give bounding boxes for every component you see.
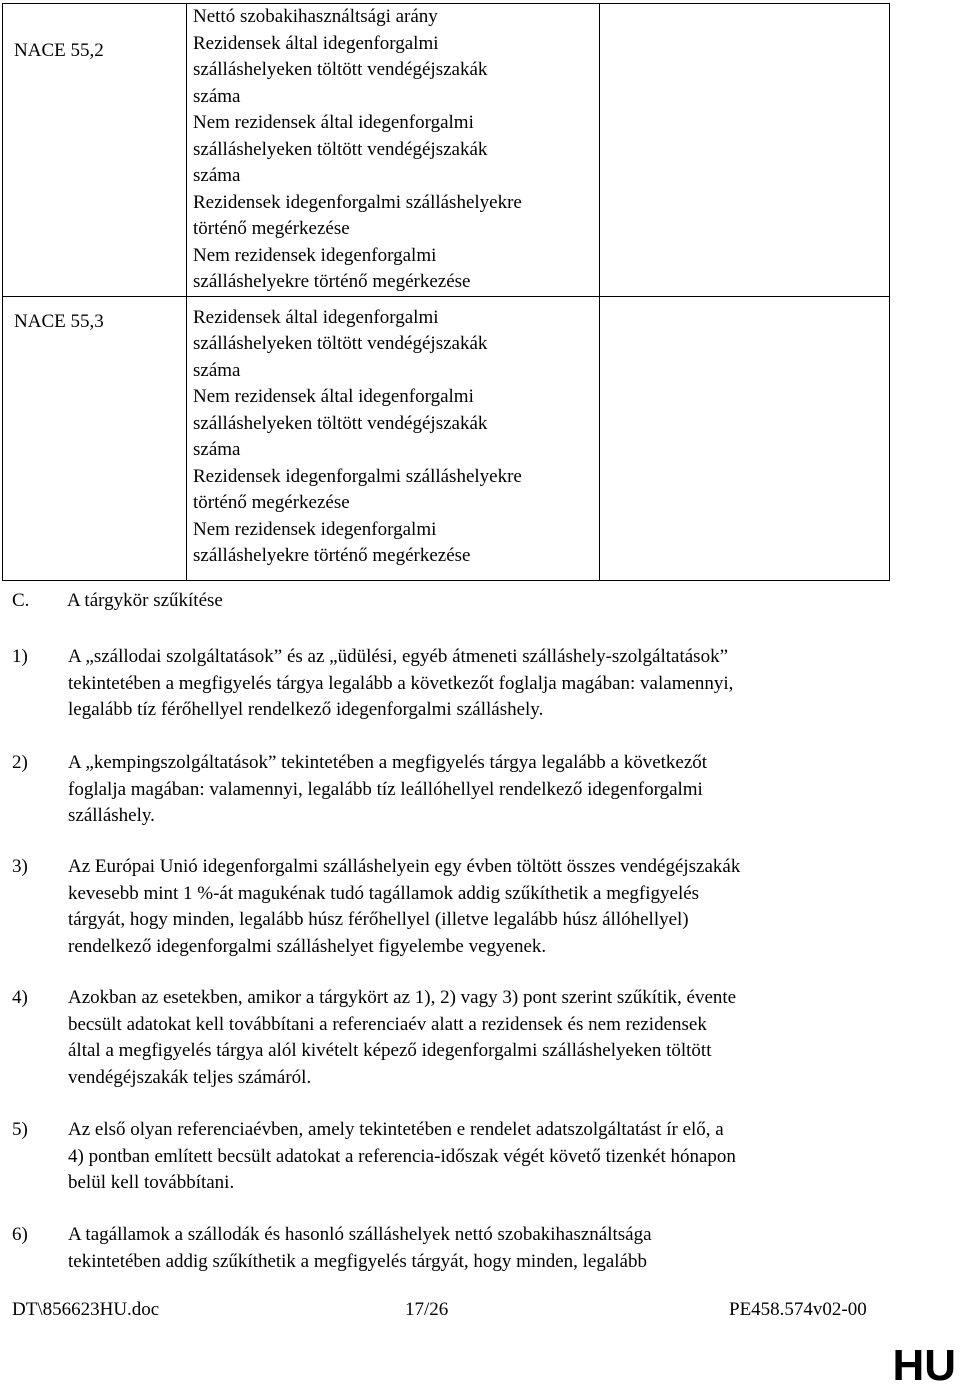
indicator-line: száma xyxy=(193,85,241,107)
list-item xyxy=(12,750,892,830)
indicator-line: szálláshelyeken töltött vendégéjszakák xyxy=(193,59,488,80)
nace-code: NACE 55,3 xyxy=(14,310,104,332)
footer-pe-number: PE458.574v02-00 xyxy=(729,1299,867,1320)
item-line: rendelkező idegenforgalmi szálláshelyet figyelembe vegyenek. xyxy=(68,935,547,957)
indicator-line: Rezidensek által idegenforgalmi xyxy=(193,306,439,328)
indicator-line: szálláshelyeken töltött vendégéjszakák xyxy=(193,138,488,160)
indicator-line: történő megérkezése xyxy=(193,492,350,513)
indicator-line: Rezidensek idegenforgalmi szálláshelyekre xyxy=(193,191,522,213)
item-text xyxy=(68,750,892,830)
indicator-line: szálláshelyekre történő megérkezése xyxy=(193,545,471,566)
list-item xyxy=(12,644,892,724)
item-line: A „kempingszolgáltatások” tekintetében a megfigyelés tárgya legalább a következőt xyxy=(68,752,708,773)
nace-table xyxy=(2,3,890,581)
item-line: szálláshely. xyxy=(68,805,155,826)
list-item xyxy=(12,1222,892,1275)
nace-code: NACE 55,2 xyxy=(14,40,104,61)
indicator-line: száma xyxy=(193,359,241,381)
item-line: tekintetében addig szűkíthetik a megfigyelés tárgyát, hogy minden, legalább xyxy=(68,1250,647,1272)
indicator-line: Nettó szobakihasználtsági arány xyxy=(193,6,438,27)
list-item xyxy=(12,985,892,1091)
nace-code-cell xyxy=(3,296,187,580)
indicator-line: Rezidensek idegenforgalmi szálláshelyekre xyxy=(193,465,522,487)
item-line: vendégéjszakák teljes számáról. xyxy=(68,1066,312,1088)
item-line: legalább tíz férőhellyel rendelkező idegenforgalmi szálláshely. xyxy=(68,699,544,720)
item-line: kevesebb mint 1 %-át magukénak tudó tagállamok addig szűkíthetik a megfigyelés xyxy=(68,882,700,904)
footer-doc-ref: DT\856623HU.doc xyxy=(12,1299,160,1320)
item-text xyxy=(68,854,892,960)
item-number: 3) xyxy=(12,856,28,877)
item-number: 5) xyxy=(12,1119,28,1140)
indicator-list xyxy=(187,4,599,296)
indicator-line: száma xyxy=(193,439,241,460)
section-heading xyxy=(12,588,223,615)
indicator-line: Nem rezidensek által idegenforgalmi xyxy=(193,386,474,407)
item-line: által a megfigyelés tárgya alól kivételt képező idegenforgalmi szálláshelyeken töltött xyxy=(68,1040,712,1061)
item-line: belül kell továbbítani. xyxy=(68,1172,235,1193)
indicator-cell xyxy=(187,296,600,580)
item-number: 4) xyxy=(12,987,28,1008)
item-line: Azokban az esetekben, amikor a tárgykört az 1), 2) vagy 3) pont szerint szűkítik, évente xyxy=(68,987,737,1008)
indicator-list xyxy=(187,297,599,570)
item-text xyxy=(68,1222,892,1275)
nace-code-cell xyxy=(3,4,187,297)
language-code: HU xyxy=(892,1341,956,1390)
indicator-line: Nem rezidensek idegenforgalmi xyxy=(193,244,437,266)
list-item xyxy=(12,854,892,960)
table-row xyxy=(3,296,890,580)
item-line: Az első olyan referenciaévben, amely tekintetében e rendelet adatszolgáltatást ír elő, a xyxy=(68,1119,724,1140)
indicator-cell xyxy=(187,4,600,297)
indicator-line: Nem rezidensek idegenforgalmi xyxy=(193,518,437,540)
item-line: Az Európai Unió idegenforgalmi szálláshelyein egy évben töltött összes vendégéjszakák xyxy=(68,856,741,877)
item-line: tekintetében a megfigyelés tárgya legalább a következőt foglalja magában: valamennyi, xyxy=(68,672,734,694)
item-line: A „szállodai szolgáltatások” és az „üdülési, egyéb átmeneti szálláshely-szolgáltatások” xyxy=(68,646,728,667)
item-line: 4) pontban említett becsült adatokat a referencia-időszak végét követő tizenkét hónapon xyxy=(68,1145,736,1167)
table-row xyxy=(3,4,890,297)
item-number: 2) xyxy=(12,752,28,773)
item-line: tárgyát, hogy minden, legalább húsz férőhellyel (illetve legalább húsz állóhellyel) xyxy=(68,909,689,930)
item-text xyxy=(68,985,892,1091)
item-line: A tagállamok a szállodák és hasonló szálláshelyek nettó szobakihasználtsága xyxy=(68,1224,652,1245)
indicator-line: Nem rezidensek által idegenforgalmi xyxy=(193,112,474,133)
indicator-line: szálláshelyeken töltött vendégéjszakák xyxy=(193,412,488,434)
indicator-line: szálláshelyeken töltött vendégéjszakák xyxy=(193,333,488,354)
item-text xyxy=(68,1117,892,1197)
item-line: foglalja magában: valamennyi, legalább tíz leállóhellyel rendelkező idegenforgalmi xyxy=(68,778,703,800)
item-number: 1) xyxy=(12,646,28,667)
item-line: becsült adatokat kell továbbítani a referenciaév alatt a rezidensek és nem rezidensek xyxy=(68,1013,707,1035)
item-number: 6) xyxy=(12,1224,28,1245)
section-title: A tárgykör szűkítése xyxy=(67,590,223,611)
indicator-line: Rezidensek által idegenforgalmi xyxy=(193,32,439,54)
indicator-line: szálláshelyekre történő megérkezése xyxy=(193,271,471,292)
item-text xyxy=(68,644,892,724)
footer-page-number: 17/26 xyxy=(405,1299,449,1320)
list-item xyxy=(12,1117,892,1197)
empty-cell xyxy=(600,296,890,580)
empty-cell xyxy=(600,4,890,297)
indicator-line: történő megérkezése xyxy=(193,218,350,239)
indicator-line: száma xyxy=(193,165,241,186)
section-letter: C. xyxy=(12,590,30,611)
